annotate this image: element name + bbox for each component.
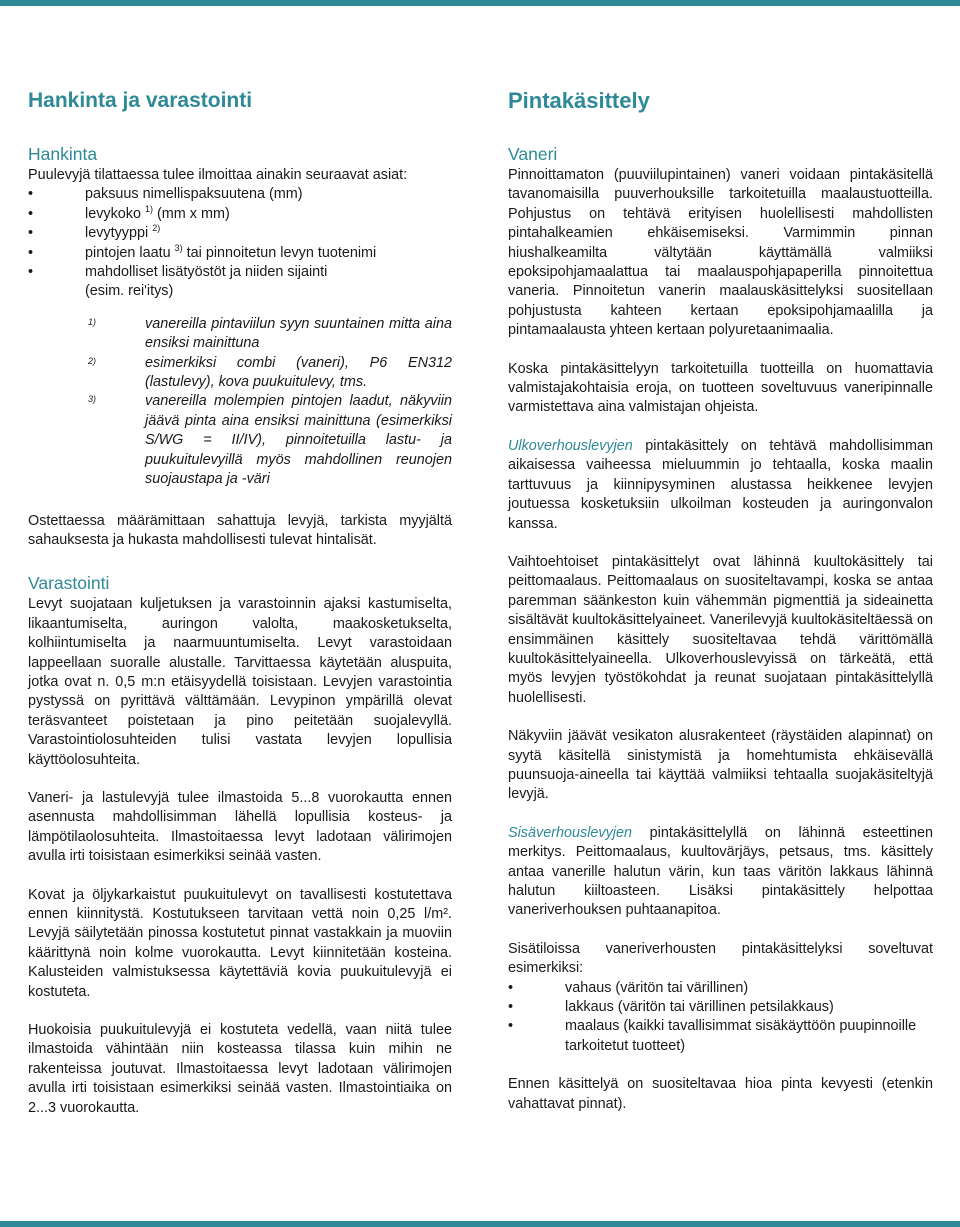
heading-varastointi: Varastointi [28,573,110,594]
paragraph: Koska pintakäsittelyyn tarkoitetuilla tuotteilla on huomattavia valmistajakohtaisia eroja, on tuotteen soveltuvuus vaneripinnalle varmistettava aina valmistajan ohjeista. [508,360,933,416]
highlight-term: Sisäverhouslevyjen [508,824,632,841]
paragraph: Pinnoittamaton (puuviilupintainen) vaneri voidaan pintakäsitellä tavanomaisilla puuverhouksille tarkoitetuilla maalaustuotteilla. Pohjustus on tehtävä erityisen huolellisesti mahdollisten pintahalkeamien ehkäisemiseksi. Varmimmin pinnan hiushalkeamilta vältytään käyttämällä valmiiksi epoksipohjamaalattua tai maalauspohjapaperilla pinnoitettua vaneria. Pinnoitetun vanerin maalauskäsittelyksi suositellaan pohjustusta kahteen kertaan epoksipohjamaalilla ja pintamaalausta yhteen kertaan polyuretaanimaalia. [508,167,933,339]
paragraph-sawing-note: Ostettaessa määrämittaan sahattuja levyjä, tarkista myyjältä sahauksesta ja hukasta mahdollisesti tulevat hintalisät. [28,512,452,548]
interior-treatment-list [508,979,933,1057]
footnotes [28,315,452,490]
footnote: 2) esimerkiksi combi (vaneri), P6 EN312 (lastulevy), kova puukuitulevy, tms. [28,354,452,393]
heading-vaneri: Vaneri [508,144,558,164]
list-item: • mahdolliset lisätyöstöt ja niiden sijainti [28,263,452,282]
footnote: 1) vanereilla pintaviilun syyn suuntainen mitta aina ensiksi mainittuna [28,315,452,354]
list-item: • lakkaus (väritön tai värillinen petsilakkaus) [508,998,933,1017]
footnote-mark: 1) [88,316,97,327]
top-accent-bar [0,0,960,6]
list-item: • maalaus (kaikki tavallisimmat sisäkäyttöön puupinnoille tarkoitetut tuotteet) [508,1017,933,1056]
paragraph: Ennen käsittelyä on suositeltavaa hioa pinta kevyesti (etenkin vahattavat pinnat). [508,1076,933,1112]
paragraph: Kovat ja öljykarkaistut puukuitulevyt on tavallisesti kostutettava ennen kiinnitystä. Kostutukseen tarvitaan vettä noin 0,25 l/m². Levyjä säilytetään pinossa kostutetut pinnat vastakkain ja muoviin käärittynä noin kolme vuorokautta. Levyt kiinnitetään kosteina. Kalusteiden valmistuksessa käytettäviä kovia puukuitulevyjä ei kostuteta. [28,886,452,1000]
heading-hankinta: Hankinta [28,144,98,164]
paragraph: Sisätiloissa vaneriverhousten pintakäsittelyksi soveltuvat esimerkiksi: [508,940,933,977]
left-column [28,86,452,1118]
paragraph-sisaverhous: Sisäverhouslevyjen pintakäsittelyllä on lähinnä esteettinen merkitys. Peittomaalaus, kuultovärjäys, petsaus, tms. käsittely antaa vanerille halutun värin, kun taas väritön lakkaus lähinnä halutun kiiltoasteen. Lisäksi pintakäsittely helpottaa vaneriverhouksen puhtaanapitoa. [508,824,933,919]
paragraph: Levyt suojataan kuljetuksen ja varastoinnin ajaksi kastumiselta, likaantumiselta, auringon valolta, maakosketukselta, kolhiintumiselta ja naarmuuntumiselta. Levyt varastoidaan lappeellaan suoralle alustalle. Tarvittaessa käytetään aluspuita, jotka ovat n. 0,5 m:n etäisyydellä toisistaan. Levyjen varastointia pystyssä on pyrittävä välttämään. Levypinon ympärillä olevat teräsvanteet poistetaan ja pino peitetään suojalevyllä. Varastointiolosuhteiden tulisi vastata levyjen lopullisia käyttöolosuhteita. [28,596,452,768]
list-item: • paksuus nimellispaksuutena (mm) [28,185,452,204]
list-item: • levytyyppi $^{2)}$ [28,224,452,243]
paragraph: Huokoisia puukuitulevyjä ei kostuteta vedellä, vaan niitä tulee ilmastoida vähintään niin kosteassa tilassa kuin mihin ne rakenteissa joutuvat. Ilmastoitaessa levyt ladotaan välirimojen avulla irti toisistaan esimerkiksi seinää vasten. Ilmastointiaika on 2...3 vuorokautta. [28,1022,452,1116]
paragraph: Näkyviin jäävät vesikaton alusrakenteet (räystäiden alapinnat) on syytä käsitellä sinistymistä ja homehtumista ehkäisevällä puunsuoja-aineella tai käyttää valmiiksi tehtaalla suojakäsiteltyjä levyjä. [508,728,933,803]
right-column [508,86,933,1114]
footnote-mark: 3) [88,394,97,405]
footnote: 3) vanereilla molempien pintojen laadut, näkyviin jäävä pinta aina ensiksi mainittuna (esimerkiksi S/WG = II/IV), pinnoitetuilla lastu- ja puukuitulevyillä myös mahdollinen reunojen suojaustapa ja -väri [28,392,452,489]
bottom-accent-bar [0,1221,960,1227]
list-item: • pintojen laatu $^{3)}$ tai pinnoitetun levyn tuotenimi [28,244,452,263]
highlight-term: Ulkoverhouslevyjen [508,437,633,454]
list-item: • levykoko $^{1)}$ (mm x mm) [28,205,452,224]
section-title-hankinta-ja-varastointi: Hankinta ja varastointi [28,89,253,112]
list-item: • vahaus (väritön tai värillinen) [508,979,933,998]
paragraph: Vaneri- ja lastulevyjä tulee ilmastoida 5...8 vuorokautta ennen asennusta mahdollisimman lähellä lopullisia kosteus- ja lämpötilaolosuhteita. Ilmastoitaessa levyt ladotaan välirimojen avulla irti toisistaan esimerkiksi seinää vasten. [28,789,452,865]
paragraph-ulkoverhous: Ulkoverhouslevyjen pintakäsittely on tehtävä mahdollisimman aikaisessa vaiheessa mieluummin jo tehtaalla, koska maalin tarttuvuus ja kiinnipysyminen alustassa heikkenee levyjen joutuessa kosketuksiin ulkoilman kosteuden ja auringonvalon kanssa. [508,437,933,532]
footnote-mark: 2) [88,355,97,366]
paragraph: Vaihtoehtoiset pintakäsittelyt ovat lähinnä kuultokäsittely tai peittomaalaus. Peittomaalaus on suositeltavampi, koska se antaa paremman säänkeston kuin vähemmän pigmenttiä ja sideainetta sisältävät kuultokäsittelyaineet. Vanerilevyjä kuultokäsiteltäessä on ensimmäinen käsittely suositeltavaa tehdä värittömällä kuultokäsittelyaineella. Ulkoverhouslevyissä on tärkeätä, että myös levyjen työstökohdat ja reunat suojataan pintakäsittelyllä huolellisesti. [508,553,933,706]
section-title-pintakasittely: Pintakäsittely [508,88,650,113]
hankinta-intro: Puulevyjä tilattaessa tulee ilmoittaa ainakin seuraavat asiat: [28,167,408,183]
order-info-list [28,185,452,282]
list-item-continuation: (esim. rei'itys) [85,283,174,300]
